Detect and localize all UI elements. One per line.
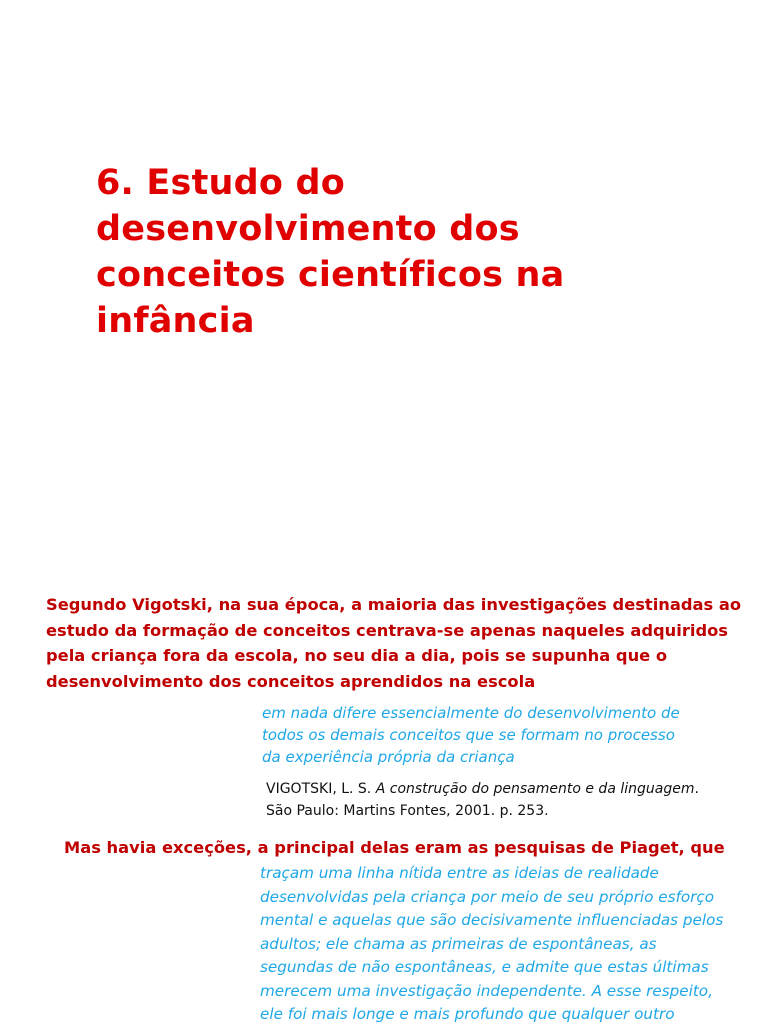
quote-line: todos os demais conceitos que se formam no processo [262, 726, 675, 744]
quote-line: merecem uma investigação independente. A esse respeito, [260, 981, 713, 1000]
citation-book-title: A construção do pensamento e da linguagem [375, 781, 695, 797]
intro-line: pela criança fora da escola, no seu dia a dia, pois se supunha que o [46, 646, 668, 665]
quote-line: desenvolvidas pela criança por meio de seu próprio esforço [260, 887, 715, 906]
exceptions-paragraph [64, 836, 725, 860]
title-line: infância [96, 301, 255, 341]
quote-line: segundas de não espontâneas, e admite que estas últimas [260, 958, 709, 976]
title-line: conceitos científicos na [96, 255, 565, 295]
quote-block-2 [260, 862, 723, 1024]
citation-reference [266, 778, 699, 822]
intro-paragraph [46, 592, 741, 694]
title-line: 6. Estudo do [96, 163, 346, 203]
citation-line-2: São Paulo: Martins Fontes, 2001. p. 253. [266, 803, 549, 819]
slide-title [96, 160, 696, 344]
quote-line: traçam uma linha nítida entre as ideias de realidade [260, 864, 659, 882]
intro-line: desenvolvimento dos conceitos aprendidos na escola [46, 671, 536, 691]
quote-line: ele foi mais longe e mais profundo que qualquer outro [260, 1005, 675, 1023]
citation-period: . [694, 781, 699, 797]
quote-block-1 [262, 702, 680, 768]
exceptions-line: Mas havia exceções, a principal delas eram as pesquisas de Piaget, que [64, 838, 725, 857]
quote-line: em nada difere essencialmente do desenvolvimento de [262, 704, 680, 722]
title-line: desenvolvimento dos [96, 209, 520, 249]
citation-line-1 [266, 778, 699, 800]
citation-author: VIGOTSKI, L. S. [266, 781, 376, 797]
quote-line: adultos; ele chama as primeiras de espontâneas, as [260, 934, 657, 953]
intro-line: Segundo Vigotski, na sua época, a maioria das investigações destinadas ao [46, 595, 742, 614]
intro-line: estudo da formação de conceitos centrava-se apenas naqueles adquiridos [46, 620, 728, 640]
quote-line: da experiência própria da criança [262, 748, 515, 766]
quote-line: mental e aquelas que são decisivamente influenciadas pelos [260, 911, 724, 929]
